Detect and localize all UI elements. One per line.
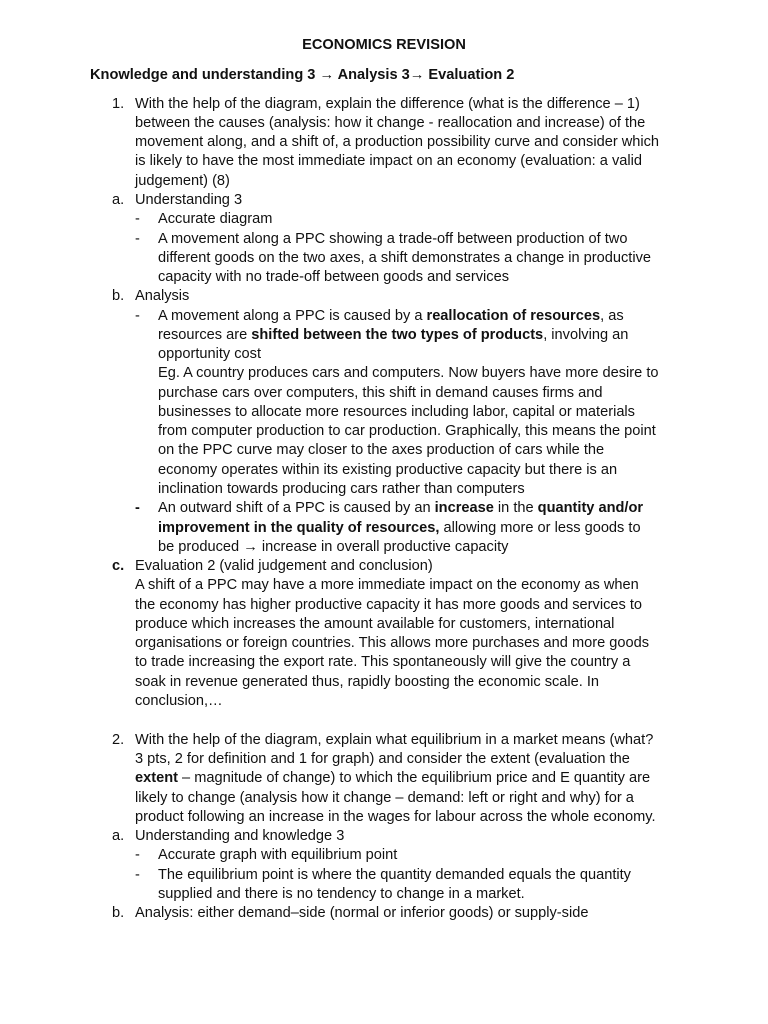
bullet-dash: - bbox=[135, 847, 140, 863]
q1b-example-line: Eg. A country produces cars and computers. Now buyers have more desire to bbox=[158, 365, 659, 381]
q1a-bullet-2-line: different goods on the two axes, a shift demonstrates a change in productive bbox=[158, 250, 651, 266]
q1a-bullet-2-line: A movement along a PPC showing a trade-off between production of two bbox=[158, 231, 628, 247]
q1c-text-line: soak in revenue generated thus, rapidly boosting the economic scale. In bbox=[135, 674, 600, 690]
q1c-text-line: produce which increases the amount available for customers, international bbox=[135, 616, 615, 632]
q1c-heading: Evaluation 2 (valid judgement and conclusion) bbox=[135, 558, 433, 574]
q2-number: 2. bbox=[112, 732, 125, 748]
q1-number: 1. bbox=[112, 96, 125, 112]
q1-text-line: between the causes (analysis: how it change - reallocation and increase) of the bbox=[135, 115, 646, 131]
q1a-marker: a. bbox=[112, 192, 125, 208]
page-title: ECONOMICS REVISION bbox=[302, 37, 466, 53]
bullet-dash: - bbox=[135, 867, 140, 883]
q1b-bullet-1-line-3: opportunity cost bbox=[158, 346, 262, 362]
q1b-example-line: inclination towards producing cars rather than computers bbox=[158, 481, 525, 497]
q1c-text-line: the economy has higher productive capacity it has more goods and services to bbox=[135, 597, 643, 613]
q1b-marker: b. bbox=[112, 288, 125, 304]
q1b-example-line: purchase cars over computers, this shift in demand causes firms and bbox=[158, 385, 603, 401]
q2a-bullet-2-line: The equilibrium point is where the quantity demanded equals the quantity bbox=[158, 867, 631, 883]
q1c-text-line: conclusion,… bbox=[135, 693, 223, 709]
q2b-heading: Analysis: either demand–side (normal or inferior goods) or supply-side bbox=[135, 905, 589, 921]
q1c-marker: c. bbox=[112, 558, 125, 574]
q1b-bullet-2-line-3: be produced → increase in overall productive capacity bbox=[158, 539, 509, 555]
q2-text-line: product following an increase in the wages for labour across the whole economy. bbox=[135, 809, 656, 825]
q1b-example-line: from computer production to car production. Graphically, this means the point bbox=[158, 423, 656, 439]
q2-text-line: extent – magnitude of change) to which the equilibrium price and E quantity are bbox=[135, 770, 651, 786]
q1-text-line: is likely to have the most immediate impact on an economy (evaluation: a valid bbox=[135, 153, 642, 169]
q2a-heading: Understanding and knowledge 3 bbox=[135, 828, 345, 844]
bullet-dash: - bbox=[135, 500, 140, 516]
q2a-marker: a. bbox=[112, 828, 125, 844]
q1a-bullet-1: Accurate diagram bbox=[158, 211, 273, 227]
q1a-heading: Understanding 3 bbox=[135, 192, 243, 208]
bullet-dash: - bbox=[135, 308, 140, 324]
bullet-dash: - bbox=[135, 211, 140, 227]
q1-text-line: judgement) (8) bbox=[135, 173, 230, 189]
q1-text-line: With the help of the diagram, explain the difference (what is the difference – 1) bbox=[135, 96, 640, 112]
q1c-text-line: to trade increasing the export rate. This spontaneously will give the country a bbox=[135, 654, 631, 670]
bullet-dash: - bbox=[135, 231, 140, 247]
q1b-bullet-2-line-2: improvement in the quality of resources, allowing more or less goods to bbox=[158, 520, 641, 536]
q1c-text-line: organisations or foreign countries. This allows more purchases and more goods bbox=[135, 635, 650, 651]
q2a-bullet-1: Accurate graph with equilibrium point bbox=[158, 847, 398, 863]
q2b-marker: b. bbox=[112, 905, 125, 921]
q2-text-line: With the help of the diagram, explain what equilibrium in a market means (what? bbox=[135, 732, 654, 748]
q1b-heading: Analysis bbox=[135, 288, 190, 304]
q1c-text-line: A shift of a PPC may have a more immediate impact on the economy as when bbox=[135, 577, 639, 593]
q1b-example-line: on the PPC curve may closer to the axes production of cars while the bbox=[158, 442, 605, 458]
q1b-example-line: economy operates within its existing productive capacity but there is an bbox=[158, 462, 618, 478]
q2a-bullet-2-line: supplied and there is no tendency to change in a market. bbox=[158, 886, 525, 902]
q1b-bullet-1-line-1: A movement along a PPC is caused by a reallocation of resources, as bbox=[158, 308, 624, 324]
q2-text-line: 3 pts, 2 for definition and 1 for graph) and consider the extent (evaluation the bbox=[135, 751, 630, 767]
q1b-example-line: businesses to allocate more resources including labor, capital or materials bbox=[158, 404, 635, 420]
q1b-bullet-2-line-1: An outward shift of a PPC is caused by an increase in the quantity and/or bbox=[158, 500, 644, 516]
q1-text-line: movement along, and a shift of, a production possibility curve and consider which bbox=[135, 134, 660, 150]
q1b-bullet-1-line-2: resources are shifted between the two types of products, involving an bbox=[158, 327, 629, 343]
q1a-bullet-2-line: capacity with no trade-off between goods and services bbox=[158, 269, 509, 285]
q2-text-line: likely to change (analysis how it change – demand: left or right and why) for a bbox=[135, 790, 634, 806]
page-subtitle: Knowledge and understanding 3 → Analysis 3→ Evaluation 2 bbox=[90, 67, 515, 83]
